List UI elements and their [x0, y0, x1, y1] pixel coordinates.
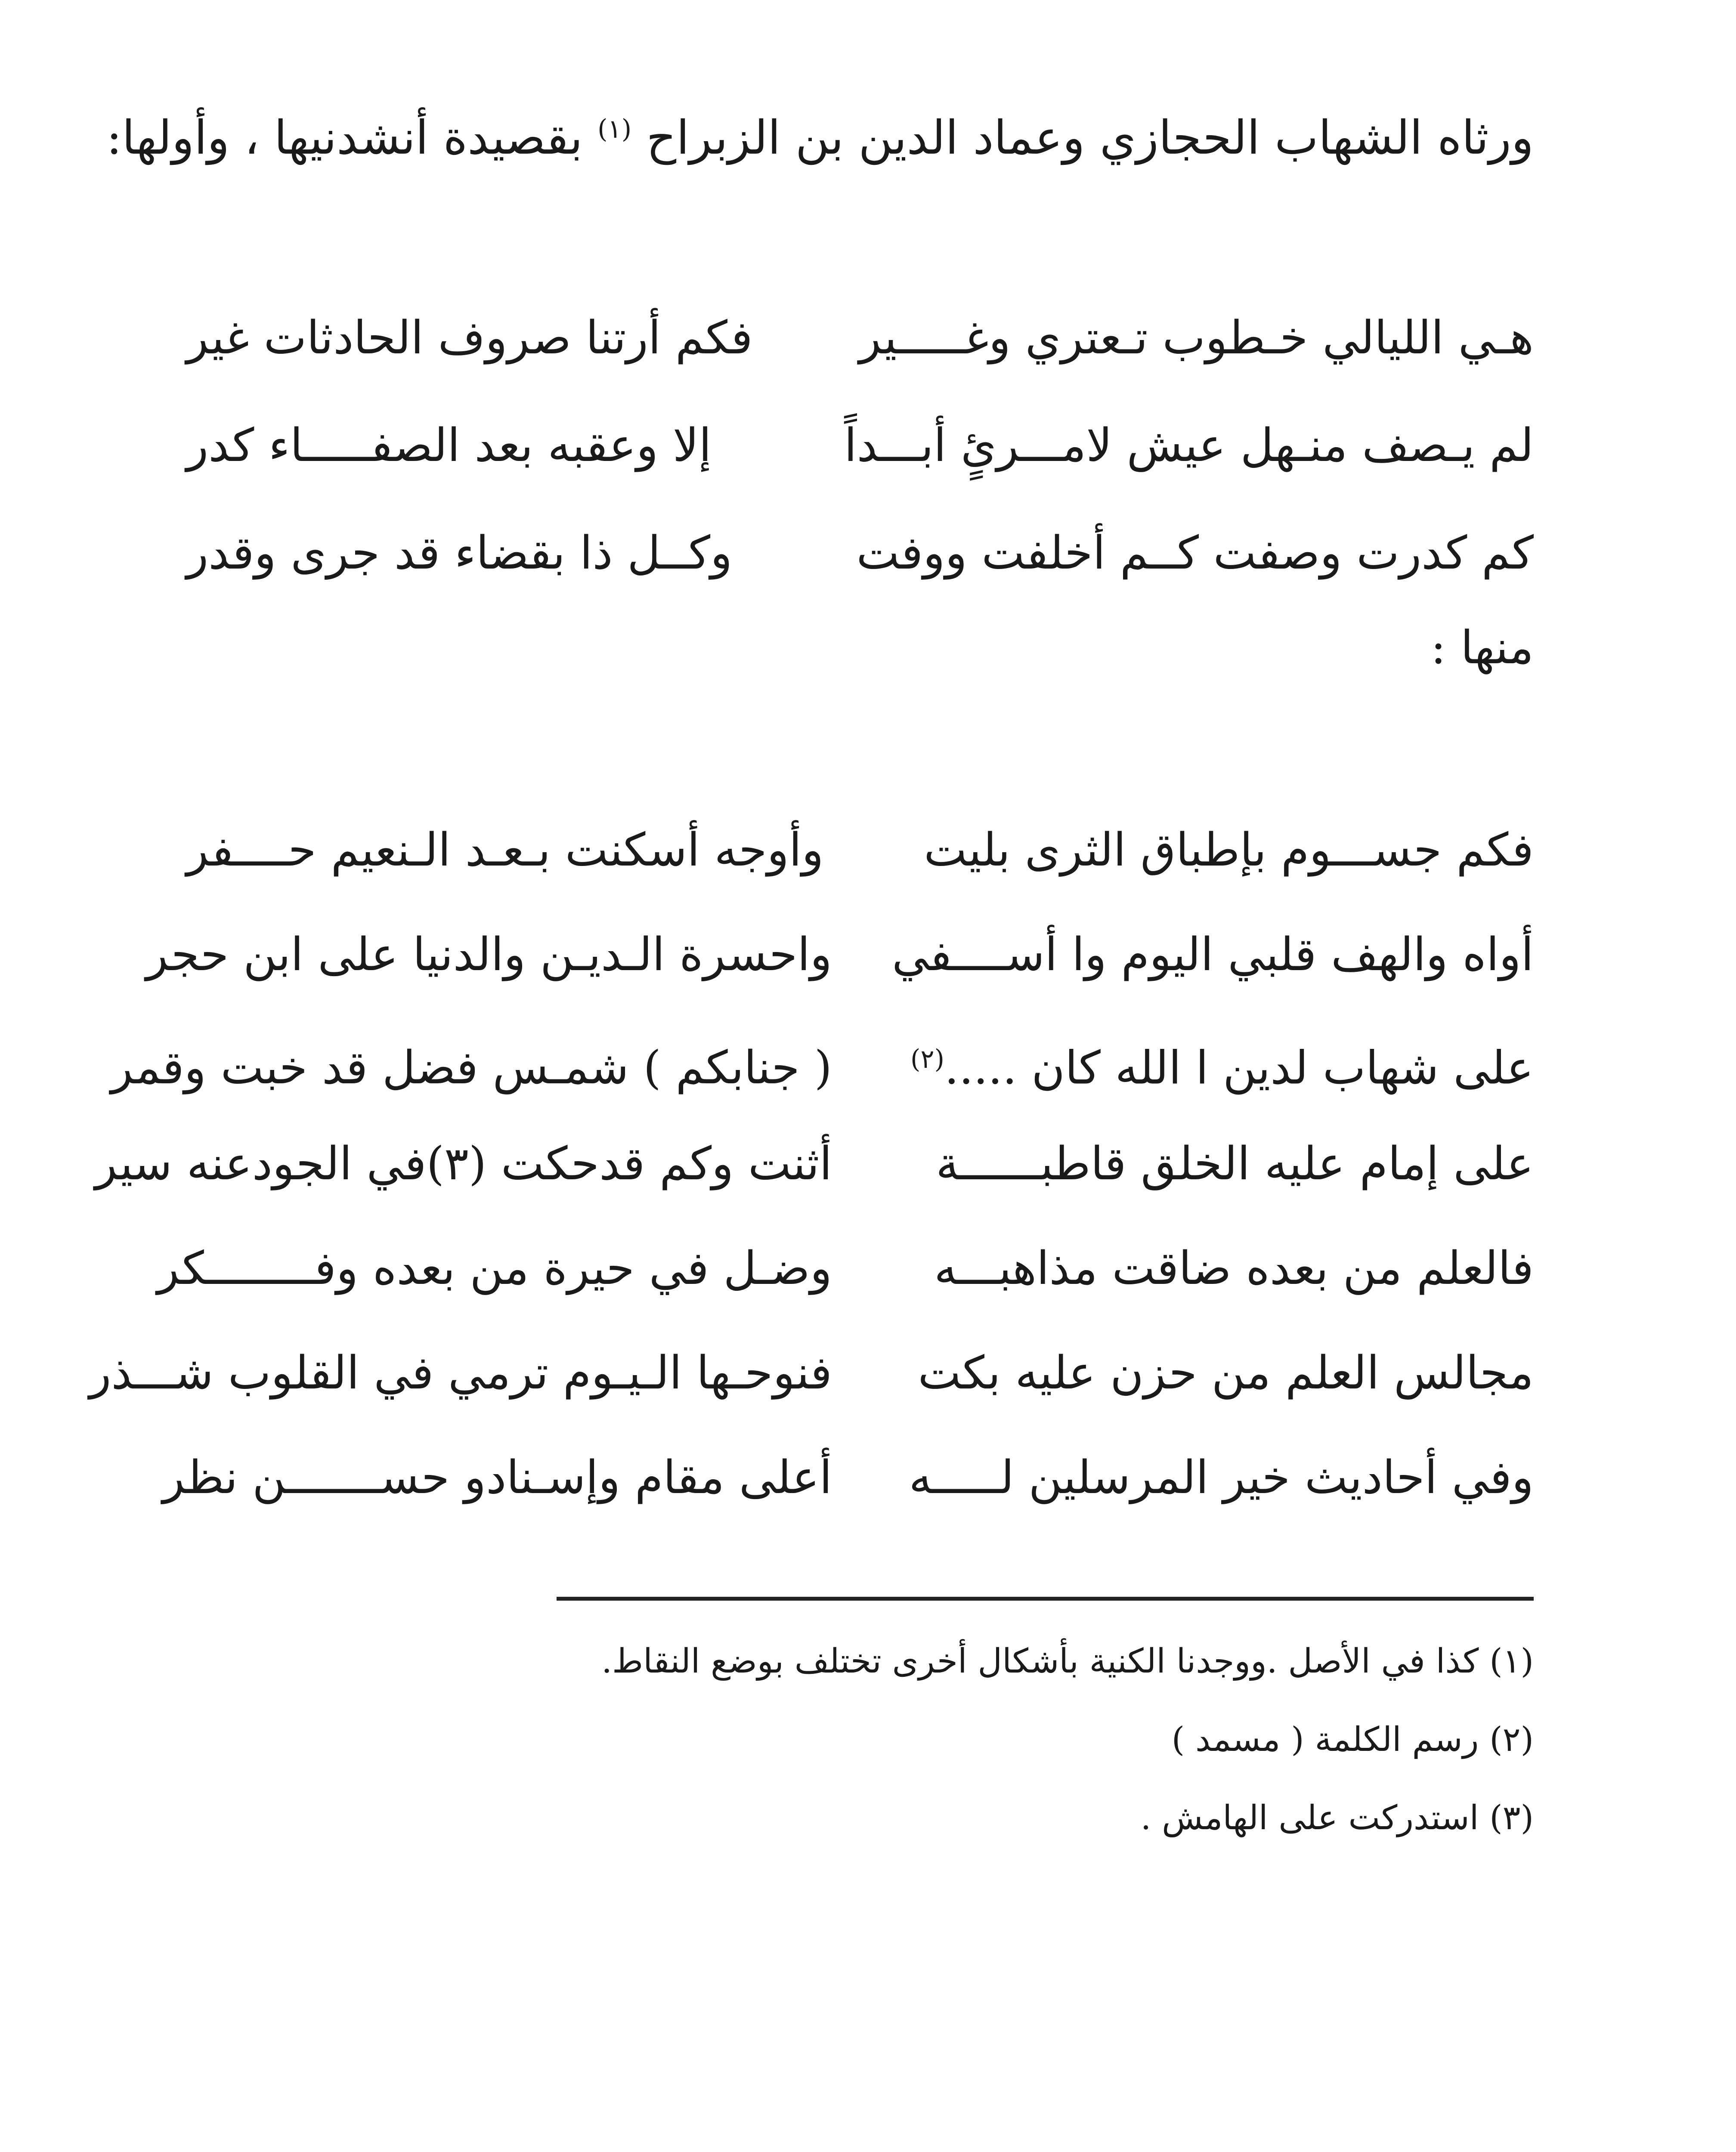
footnote-reference-1: (١)	[597, 114, 632, 144]
verse-first-hemistich	[888, 1031, 1534, 1096]
footnote-text: رسم الكلمة ( مسمد )	[1171, 1720, 1479, 1759]
verse-line	[186, 310, 1534, 417]
verse-line	[162, 1450, 1534, 1554]
verse-first-hemistich: لم يـصف منـهل عيش لامـــرئٍ أبـــداً	[844, 419, 1534, 472]
verse-second-hemistich: فنوحـها الـيـوم ترمي في القلوب شـــذر	[89, 1346, 832, 1399]
footnote-text: كذا في الأصل .ووجدنا الكنية بأشكال أخرى تختلف بوضع النقاط.	[601, 1642, 1479, 1681]
verse-first-hemistich: فالعلم من بعده ضاقت مذاهبـــه	[934, 1242, 1534, 1295]
verse-first-hemistich: على إمام عليه الخلق قاطبــــــة	[936, 1137, 1534, 1190]
verse-line	[186, 417, 1534, 525]
footnote-item	[186, 1796, 1534, 1875]
verse-line	[186, 525, 1534, 633]
footnotes	[186, 1640, 1534, 1875]
verse-second-hemistich: أثنت وكم قدحكت (٣)في الجودعنه سير	[95, 1137, 832, 1190]
verse-second-hemistich: وأوجه أسكنت بـعـد الـنعيم حــــفر	[186, 823, 824, 876]
footnote-text: استدركت على الهامش .	[1140, 1799, 1479, 1837]
verse-first-hemistich: أواه والهف قلبي اليوم وا أســــفي	[892, 928, 1534, 981]
footnote-reference-2: (٢)	[910, 1044, 945, 1074]
verse-second-hemistich: ( جنابكم ) شمـس فضل قد خبت وقمر	[111, 1041, 832, 1095]
verse-second-hemistich: وكــل ذا بقضاء قد جرى وقدر	[186, 526, 733, 579]
verse-first-hemistich: فكم جســـوم بإطباق الثرى بليت	[924, 823, 1534, 876]
intro-paragraph	[106, 99, 1534, 168]
verse-second-hemistich: وضـل في حيرة من بعده وفــــــــكر	[157, 1242, 832, 1295]
footnote-item	[186, 1640, 1534, 1718]
verse-text: على شهاب لدين ا الله كان .....	[944, 1041, 1534, 1095]
verse-line	[111, 1031, 1534, 1136]
poem-opening	[186, 310, 1534, 633]
verse-line	[186, 822, 1534, 927]
verse-second-hemistich: واحسرة الـديـن والدنيا على ابن حجر	[145, 928, 832, 981]
verse-second-hemistich: أعلى مقام وإسـنادو حســـــــن نظر	[162, 1451, 832, 1504]
verse-first-hemistich: وفي أحاديث خير المرسلين لـــــه	[909, 1451, 1534, 1504]
intro-text-after: بقصيدة أنشدنيها ، وأولها:	[106, 111, 583, 165]
verse-second-hemistich: إلا وعقبه بعد الصفـــــاء كدر	[186, 419, 712, 472]
section-label: منها :	[1430, 621, 1534, 674]
footnote-marker: (٢)	[1489, 1720, 1534, 1759]
footnote-marker: (١)	[1489, 1642, 1534, 1681]
verse-first-hemistich: مجالس العلم من حزن عليه بكت	[918, 1346, 1534, 1399]
verse-line	[157, 1240, 1534, 1345]
verse-second-hemistich: فكم أرتنا صروف الحادثات غير	[186, 311, 753, 364]
poem-excerpt	[89, 822, 1534, 1554]
verse-first-hemistich: كم كدرت وصفت كــم أخلفت ووفت	[856, 526, 1534, 579]
verse-line	[89, 1345, 1534, 1450]
footnote-divider	[557, 1597, 1534, 1601]
verse-line	[145, 927, 1534, 1031]
footnote-marker: (٣)	[1489, 1799, 1534, 1837]
intro-text-before: ورثاه الشهاب الحجازي وعماد الدين بن الزبراح	[646, 111, 1534, 165]
verse-first-hemistich: هـي الليالي خـطوب تـعتري وغـــــير	[859, 311, 1534, 364]
footnote-item	[186, 1718, 1534, 1796]
verse-line	[95, 1136, 1534, 1240]
